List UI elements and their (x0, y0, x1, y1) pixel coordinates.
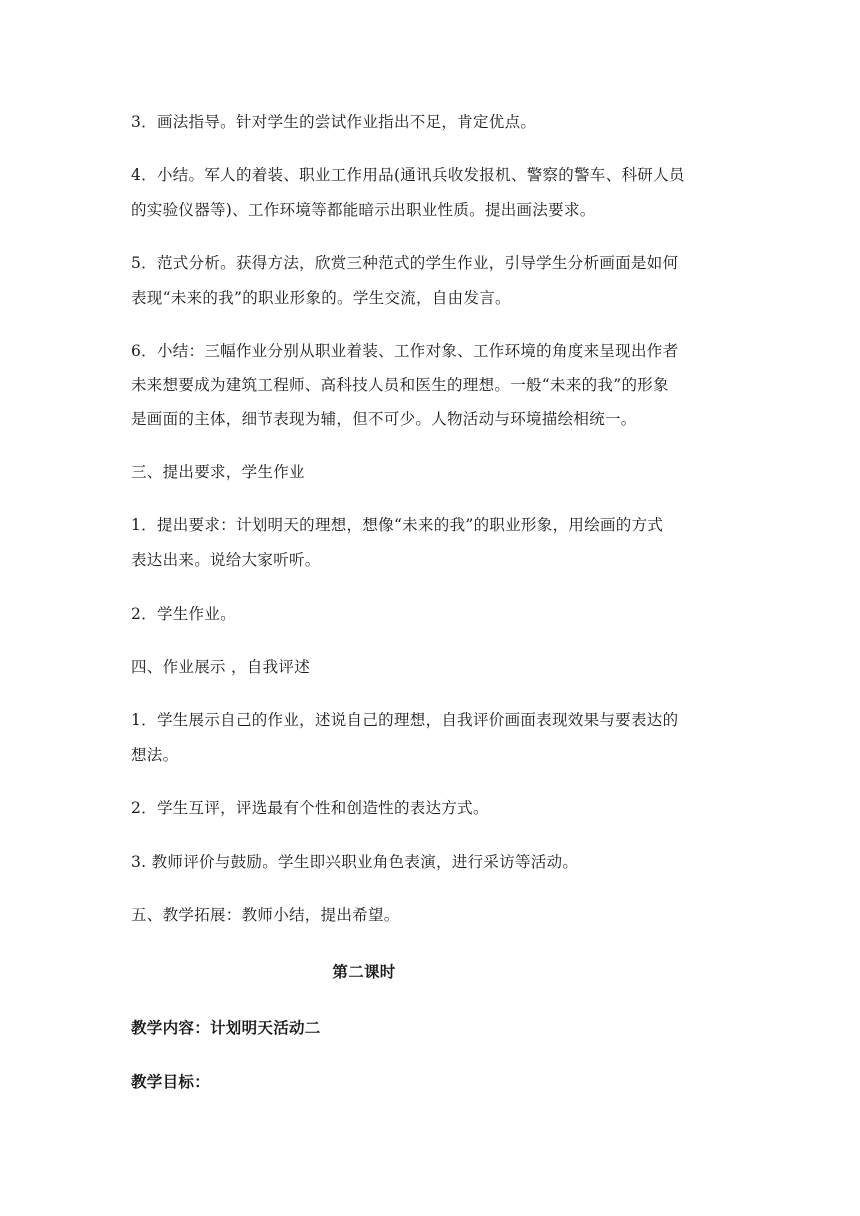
step-3-drawing-guidance: 3．画法指导。针对学生的尝试作业指出不足，肯定优点。 (131, 113, 537, 131)
step-6-summary-line-1: 6．小结：三幅作业分别从职业着装、工作对象、工作环境的角度来呈现出作者 (131, 342, 679, 360)
requirement-2: 2．学生作业。 (131, 605, 236, 623)
section-4-heading: 四、作业展示 ，自我评述 (131, 658, 311, 676)
step-6-summary-line-2: 未来想要成为建筑工程师、高科技人员和医生的理想。一般“未来的我”的形象 (131, 376, 669, 394)
showcase-3: 3. 教师评价与鼓励。学生即兴职业角色表演，进行采访等活动。 (131, 853, 579, 871)
step-4-summary-line-2: 的实验仪器等)、工作环境等都能暗示出职业性质。提出画法要求。 (131, 201, 596, 219)
section-title: 第二课时 (332, 963, 396, 981)
section-5-heading: 五、教学拓展：教师小结，提出希望。 (131, 906, 400, 924)
showcase-2: 2．学生互评，评选最有个性和创造性的表达方式。 (131, 799, 489, 817)
step-4-summary-line-1: 4．小结。军人的着装、职业工作用品(通讯兵收发报机、警察的警车、科研人员 (131, 166, 685, 184)
step-6-summary-line-3: 是画面的主体，细节表现为辅，但不可少。人物活动与环境描绘相统一。 (131, 410, 637, 428)
requirement-1-line-2: 表达出来。说给大家听听。 (131, 551, 321, 569)
content-heading: 教学内容：计划明天活动二 (131, 1019, 321, 1037)
goals-heading: 教学目标： (131, 1073, 211, 1091)
step-5-example-analysis-line-2: 表现“未来的我”的职业形象的。学生交流，自由发言。 (131, 289, 511, 307)
showcase-1-line-1: 1．学生展示自己的作业，述说自己的理想，自我评价画面表现效果与要表达的 (131, 711, 679, 729)
showcase-1-line-2: 想法。 (131, 746, 179, 764)
section-3-heading: 三、提出要求，学生作业 (131, 463, 305, 481)
step-5-example-analysis-line-1: 5．范式分析。获得方法，欣赏三种范式的学生作业，引导学生分析画面是如何 (131, 254, 679, 272)
requirement-1-line-1: 1．提出要求：计划明天的理想，想像“未来的我”的职业形象，用绘画的方式 (131, 516, 664, 534)
